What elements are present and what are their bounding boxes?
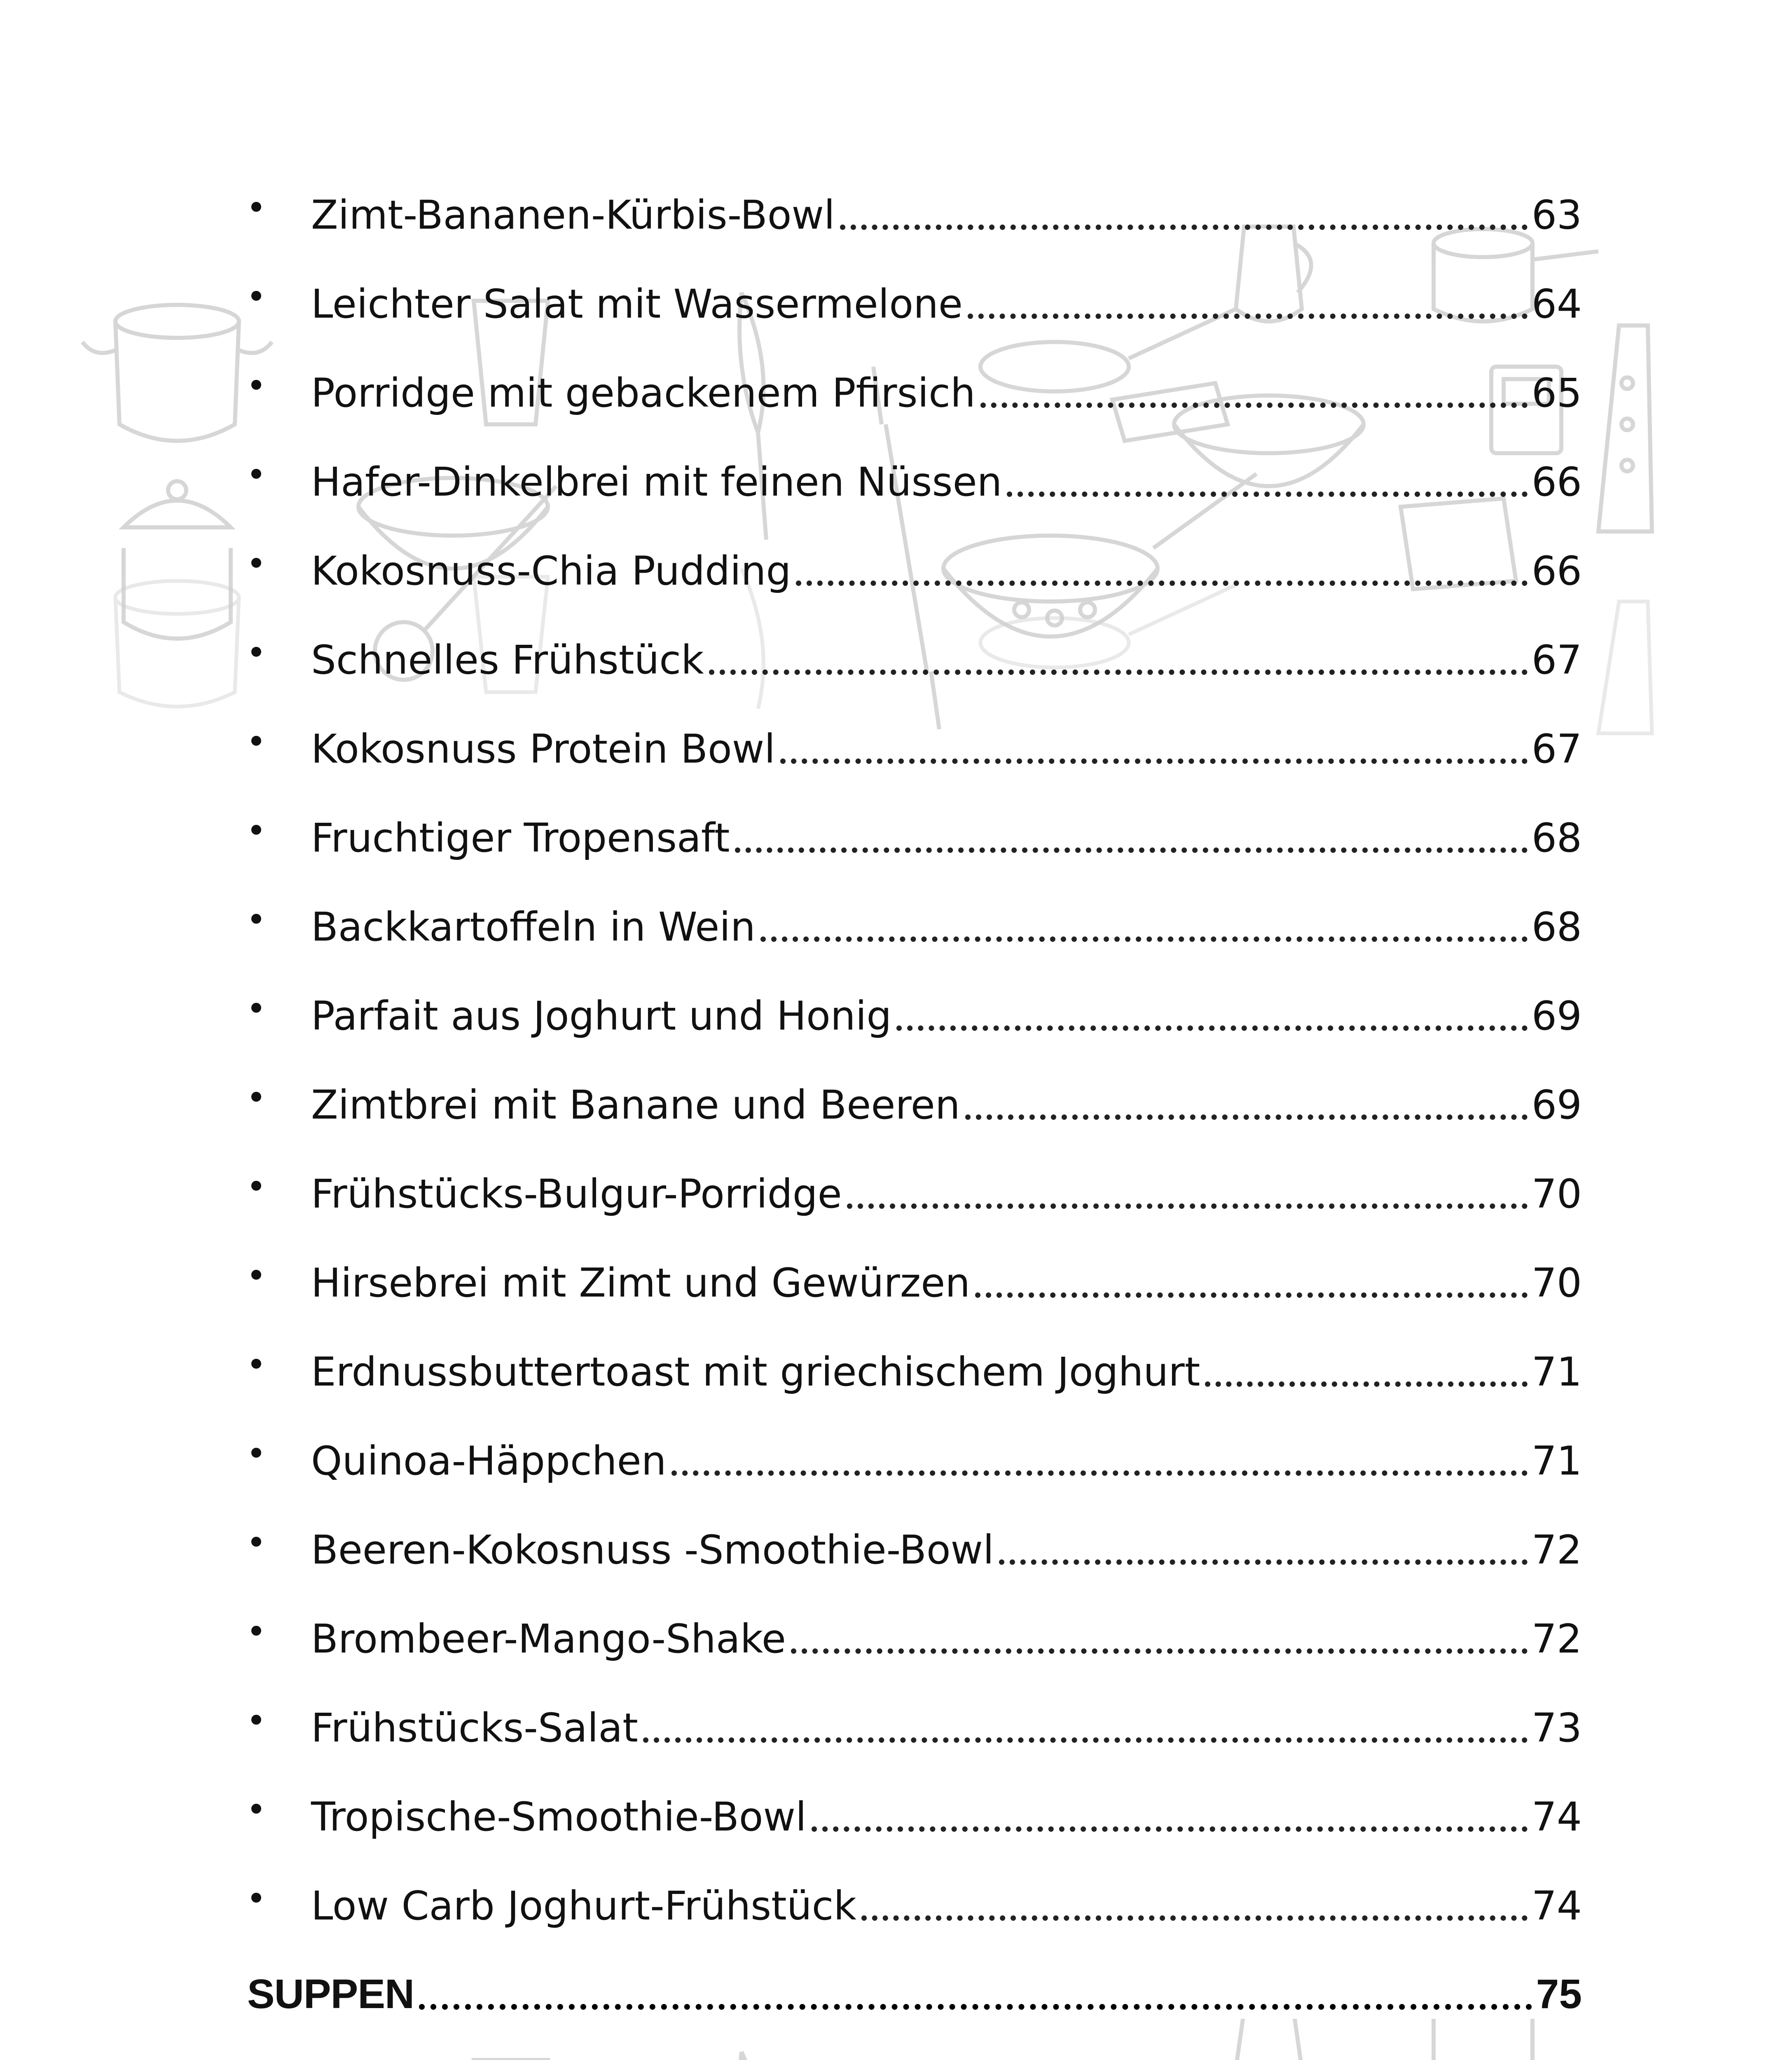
dot-leader bbox=[840, 225, 1528, 230]
dot-leader bbox=[975, 1292, 1528, 1298]
dot-leader bbox=[796, 581, 1527, 586]
toc-entry[interactable] bbox=[247, 529, 1582, 594]
dot-leader bbox=[965, 1114, 1528, 1120]
toc-entry-page: 71 bbox=[1531, 1438, 1582, 1484]
toc-entry-page: 73 bbox=[1531, 1705, 1582, 1751]
toc-entry-page: 67 bbox=[1531, 726, 1582, 772]
toc-entry-title: Hirsebrei mit Zimt und Gewürzen bbox=[311, 1260, 971, 1306]
toc-entry-page: 66 bbox=[1531, 459, 1582, 505]
dot-leader bbox=[812, 1826, 1528, 1832]
toc-entry-title: Zimt-Bananen-Kürbis-Bowl bbox=[311, 192, 835, 238]
toc-entry-page: 72 bbox=[1531, 1616, 1582, 1662]
bullet-icon bbox=[251, 1893, 261, 1903]
bullet-icon bbox=[251, 1626, 261, 1636]
toc-entry-page: 68 bbox=[1531, 904, 1582, 950]
toc-entry-page: 66 bbox=[1531, 548, 1582, 594]
toc-entry-page: 69 bbox=[1531, 1082, 1582, 1128]
dot-leader bbox=[896, 1025, 1528, 1031]
dot-leader bbox=[980, 403, 1528, 408]
dot-leader bbox=[419, 2004, 1532, 2010]
toc-section-heading[interactable] bbox=[247, 1953, 1582, 2015]
toc-entry-title: Low Carb Joghurt-Frühstück bbox=[311, 1883, 857, 1929]
dot-leader bbox=[671, 1470, 1528, 1476]
bullet-icon bbox=[251, 736, 261, 746]
lid-icon bbox=[124, 481, 231, 639]
bullet-icon bbox=[251, 1092, 261, 1102]
toc-entry-page: 74 bbox=[1531, 1883, 1582, 1929]
toc-entry[interactable] bbox=[247, 974, 1582, 1039]
toc-entry[interactable] bbox=[247, 351, 1582, 416]
toc-entry-title: Kokosnuss Protein Bowl bbox=[311, 726, 775, 772]
toc-entry[interactable] bbox=[247, 1864, 1582, 1929]
toc-entry-page: 72 bbox=[1531, 1527, 1582, 1573]
toc-entry[interactable] bbox=[247, 1419, 1582, 1484]
dot-leader bbox=[760, 936, 1528, 942]
bullet-icon bbox=[251, 1359, 261, 1369]
toc-entry[interactable] bbox=[247, 796, 1582, 861]
toc-entry-title: Leichter Salat mit Wassermelone bbox=[311, 281, 963, 327]
bullet-icon bbox=[251, 469, 261, 479]
toc-entry[interactable] bbox=[247, 2042, 1582, 2060]
toc-entry-title: Frühstücks-Salat bbox=[311, 1705, 638, 1751]
dot-leader bbox=[1007, 492, 1527, 497]
bullet-icon bbox=[251, 825, 261, 835]
dot-leader bbox=[643, 1737, 1528, 1743]
toc-entry[interactable] bbox=[247, 1330, 1582, 1395]
toc-entry[interactable] bbox=[247, 885, 1582, 950]
toc-entry-page: 69 bbox=[1531, 993, 1582, 1039]
bullet-icon bbox=[251, 647, 261, 657]
dot-leader bbox=[968, 314, 1528, 319]
toc-entry-title: Quinoa-Häppchen bbox=[311, 1438, 667, 1484]
toc-entry-page: 63 bbox=[1531, 192, 1582, 238]
bullet-icon bbox=[251, 380, 261, 390]
grater-icon bbox=[1598, 325, 1652, 531]
dot-leader bbox=[861, 1915, 1528, 1921]
toc-entry[interactable] bbox=[247, 1597, 1582, 1662]
bullet-icon bbox=[251, 1003, 261, 1013]
toc-entry-title: Kokosnuss-Chia Pudding bbox=[311, 548, 791, 594]
toc-entry[interactable] bbox=[247, 707, 1582, 772]
pot-icon bbox=[82, 305, 272, 441]
toc-entry-page: 74 bbox=[1531, 1794, 1582, 1840]
toc-entry-title: Porridge mit gebackenem Pfirsich bbox=[311, 370, 976, 416]
toc-entry-title: Tropische-Smoothie-Bowl bbox=[311, 1794, 807, 1840]
dot-leader bbox=[791, 1648, 1528, 1654]
bullet-icon bbox=[251, 1537, 261, 1547]
toc-entry[interactable] bbox=[247, 440, 1582, 505]
toc-entry-page: 64 bbox=[1531, 281, 1582, 327]
toc-section-title: SUPPEN bbox=[247, 1971, 414, 2017]
toc-entry-page: 71 bbox=[1531, 1349, 1582, 1395]
bullet-icon bbox=[251, 1715, 261, 1725]
bullet-icon bbox=[251, 914, 261, 924]
toc-entry-title: Frühstücks-Bulgur-Porridge bbox=[311, 1171, 842, 1217]
toc-entry-page: 65 bbox=[1531, 370, 1582, 416]
toc-entry[interactable] bbox=[247, 618, 1582, 683]
dot-leader bbox=[709, 670, 1528, 675]
bullet-icon bbox=[251, 558, 261, 568]
toc-entry-title: Backkartoffeln in Wein bbox=[311, 904, 756, 950]
toc-entry-title: Zimtbrei mit Banane und Beeren bbox=[311, 1082, 960, 1128]
dot-leader bbox=[847, 1203, 1528, 1209]
bullet-icon bbox=[251, 202, 261, 212]
toc-entry-page: 70 bbox=[1531, 1260, 1582, 1306]
dot-leader bbox=[780, 758, 1528, 764]
toc-entry-title: Fruchtiger Tropensaft bbox=[311, 815, 730, 861]
toc-entry-page: 67 bbox=[1531, 637, 1582, 683]
dot-leader bbox=[735, 847, 1528, 853]
bullet-icon bbox=[251, 1804, 261, 1814]
toc-entry[interactable] bbox=[247, 1241, 1582, 1306]
dot-leader bbox=[1205, 1381, 1527, 1387]
toc-entry-title: Beeren-Kokosnuss -Smoothie-Bowl bbox=[311, 1527, 994, 1573]
toc-entry-page: 70 bbox=[1531, 1171, 1582, 1217]
toc-entry[interactable] bbox=[247, 1508, 1582, 1573]
toc-entry[interactable] bbox=[247, 1063, 1582, 1128]
toc-entry-title: Schnelles Frühstück bbox=[311, 637, 704, 683]
toc-entry[interactable] bbox=[247, 262, 1582, 327]
bullet-icon bbox=[251, 1181, 261, 1191]
toc-section-page: 75 bbox=[1536, 1971, 1582, 2017]
toc-entry[interactable] bbox=[247, 1775, 1582, 1840]
toc-entry[interactable] bbox=[247, 173, 1582, 238]
toc-entry-title: Erdnussbuttertoast mit griechischem Joghurt bbox=[311, 1349, 1200, 1395]
bullet-icon bbox=[251, 291, 261, 301]
bullet-icon bbox=[251, 1270, 261, 1280]
toc-entry[interactable] bbox=[247, 1686, 1582, 1751]
dot-leader bbox=[999, 1559, 1528, 1565]
toc-entry-title: Parfait aus Joghurt und Honig bbox=[311, 993, 892, 1039]
bullet-icon bbox=[251, 1448, 261, 1458]
toc-entry-title: Hafer-Dinkelbrei mit feinen Nüssen bbox=[311, 459, 1002, 505]
toc-entry-title: Brombeer-Mango-Shake bbox=[311, 1616, 786, 1662]
toc-entry-page: 68 bbox=[1531, 815, 1582, 861]
toc-entry[interactable] bbox=[247, 1152, 1582, 1217]
